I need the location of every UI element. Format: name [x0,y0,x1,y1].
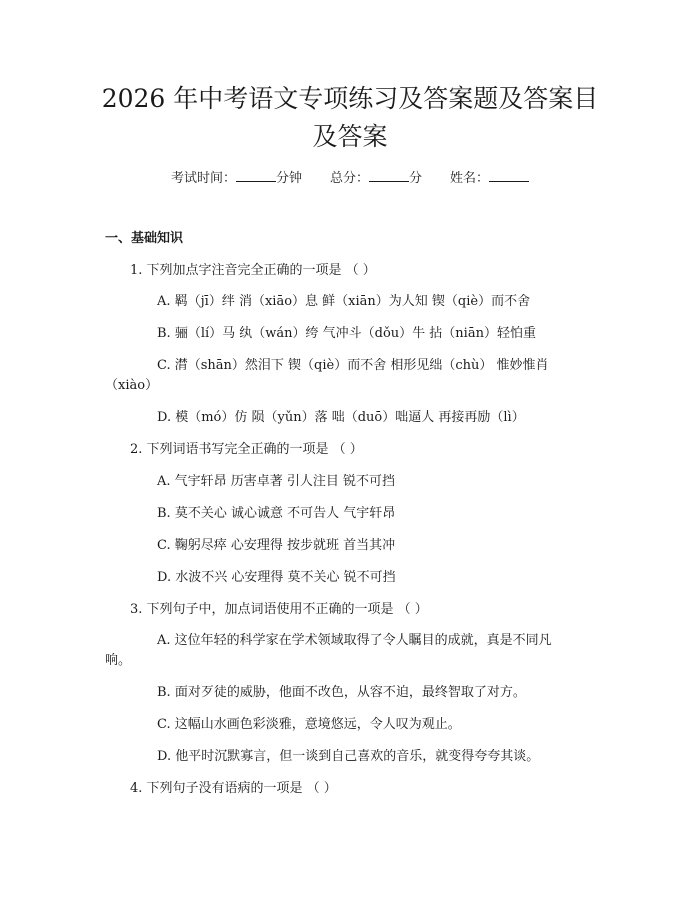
student-name-label: 姓名： [450,171,490,186]
question-3-option-a-continued: 响。 [105,653,132,668]
question-3-stem: 3. 下列句子中，加点词语使用不正确的一项是 （ ） [130,602,428,617]
section-heading: 一、基础知识 [105,231,184,246]
question-1-option-b: B. 骊（lí）马 纨（wán）绔 气冲斗（dǒu）牛 拈（niān）轻怕重 [157,326,536,341]
exam-time-blank [236,169,276,182]
question-4-stem: 4. 下列句子没有语病的一项是 （ ） [130,781,337,796]
question-1-option-c: C. 潸（shān）然泪下 锲（qiè）而不舍 相形见绌（chù） 惟妙惟肖 [157,358,549,373]
question-2-option-a: A. 气宇轩昂 历害卓著 引人注目 锐不可挡 [157,474,396,489]
question-1-option-c-continued: （xiào） [105,378,159,393]
document-title [80,80,620,156]
question-2-option-b: B. 莫不关心 诚心诚意 不可告人 气宇轩昂 [157,506,396,521]
exam-info [0,169,700,188]
question-2-option-d: D. 水波不兴 心安理得 莫不关心 锐不可挡 [157,570,396,585]
title-line-1: 2026 年中考语文专项练习及答案题及答案目 [101,84,599,113]
question-3-option-b: B. 面对歹徒的威胁，他面不改色，从容不迫，最终智取了对方。 [157,685,526,700]
exam-time-unit: 分钟 [275,171,302,186]
total-score-unit: 分 [409,171,423,186]
question-2-option-c: C. 鞠躬尽瘁 心安理得 按步就班 首当其冲 [157,538,396,553]
student-name-blank [489,169,529,182]
exam-time [171,169,302,188]
title-line-2: 及答案 [312,122,388,151]
question-3-option-a: A. 这位年轻的科学家在学术领域取得了令人瞩目的成就，真是不同凡 [157,633,552,648]
question-3-option-c: C. 这幅山水画色彩淡雅，意境悠远，令人叹为观止。 [157,717,461,732]
question-1-option-d: D. 模（mó）仿 陨（yǔn）落 咄（duō）咄逼人 再接再励（lì） [157,410,525,425]
question-1-stem: 1. 下列加点字注音完全正确的一项是 （ ） [130,263,376,278]
total-score [330,169,422,188]
question-3-option-d: D. 他平时沉默寡言，但一谈到自己喜欢的音乐，就变得夸夸其谈。 [157,749,540,764]
question-1-option-a: A. 羁（jī）绊 消（xiāo）息 鲜（xiān）为人知 锲（qiè）而不舍 [157,294,531,309]
question-2-stem: 2. 下列词语书写完全正确的一项是 （ ） [130,442,363,457]
total-score-label: 总分： [329,171,369,186]
exam-time-label: 考试时间： [170,171,236,186]
total-score-blank [369,169,409,182]
student-name [450,169,529,188]
